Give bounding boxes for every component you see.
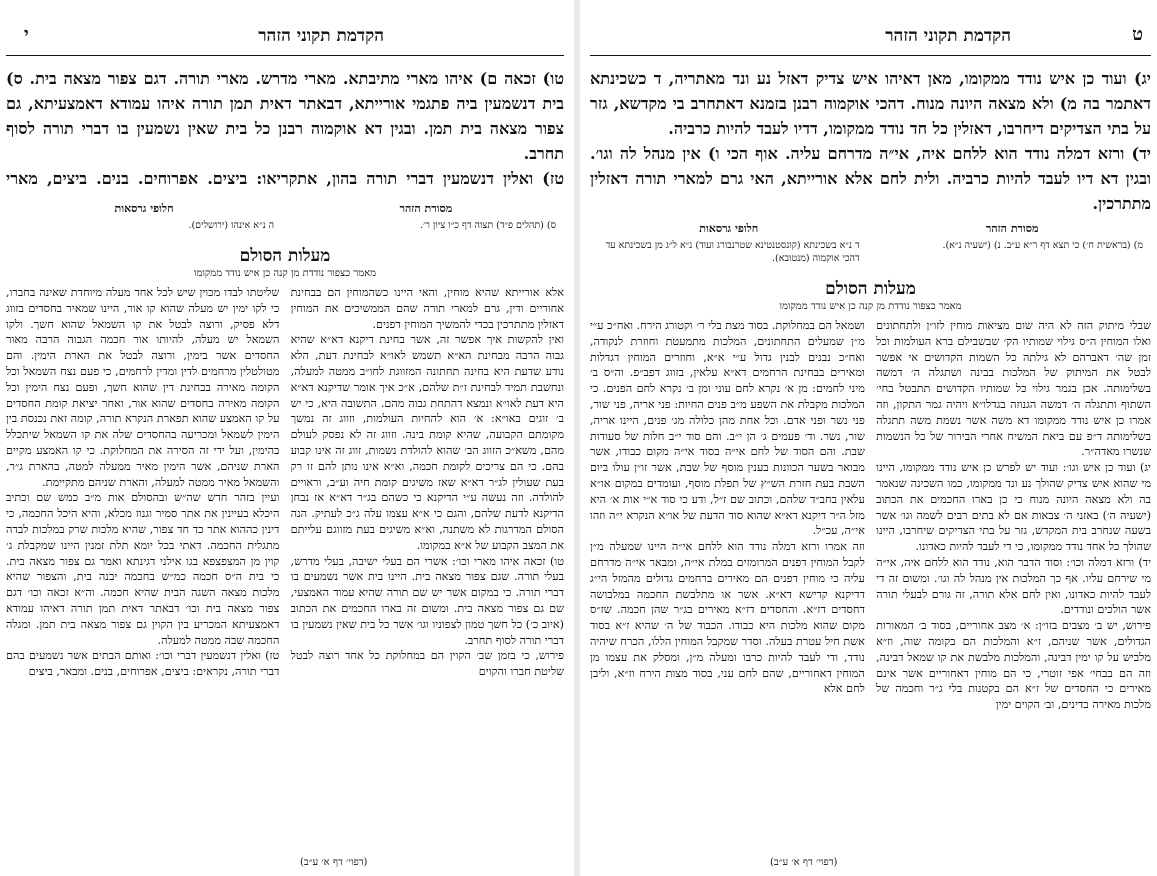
right-zohar-paragraph: יג) ועוד כן איש נודד ממקומו, מאן דאיהו איש צדיק דאזל נע ונד מאתריה, ד כשכינתא דאתמר בה מ) ולא מצאה היונה מנוח. דהכי אוקמוה רבנן בזמנא דאתחרב בי מקדשא, גזר על בתי הצדיקים דיחרבו, דאזלין כל חד נודד ממקומו, דדיו לעבד להיות כרביה. (590, 69, 1151, 138)
commentary-paragraph: ושמאל הם במחלוקת. בסוד מצת בלי ר׳ וקטורג הירח. ואח״כ ע״י מ״ן שמעלים התחתונים, המלכות מתמעטת וחוזרת לנקודה, ואח״כ נבנים לבנין גדול ע״י א״א, וחוזרים המוחין דגדלות ומאירים בבחינת הרחמים דא״א עלאין, בזווג דפב״פ. וה״ס ב׳ מיני לחמים: מן א׳ נקרא לחם עוני ומן ב׳ נקרא לחם הפנים. כי המלכות מקבלת את השפע מ״ב פנים החיות: פני אריה, פני שור, פני נשר ופני אדם. וכל אחת מהן כלולה מג׳ פנים, היינו אריה, שור, נשר. וד׳ פעמים ג׳ הן י״ב. והם סוד י״ב חלות של סעודות שבת. והם הסוד של לחם אי״ה בסוד אי״ה מקום כבודו, אשר מבואר בשער הכוונות בענין מוסף של שבת, אשר זו״ן עולו ביום השבת בעת חזרת הש״ץ של תפלת מוסף, ועומדים במקום או״א עלאין בחב״ד שלהם, וכתוב שם ז״ל, ודע כי סוד א״י אות א׳ היא מזל ה״ר דיקנא דא״א שהוא סוד הדעת של או״א הנקרא י״ה וזהו אי״ה, עכ״ל. (590, 319, 865, 538)
commentary-paragraph: ואין להקשות איך אפשר זה, אשר בחינת דיקנא דא״א שהיא גבוה הרבה מבחינת הא״א תשמש לאו״א לבחינת דעת, הלא נודע שדעת היא בחינה תחתונה המזווגת לחו״ב ממטה למעלה, ונחשבת תמיד לבחינת ז״ת שלהם, א״כ איך אומר שדיקנא דא״א היא דעת לאו״א ונמצא דהתחת גבוה מהם. התשובה היא, כי יש ב׳ זוגים באו״א: א׳ הוא להחיות העולמות, וזווג זה נמשך מקומתם הקבועה, שהיא קומת בינה. וזווג זה לא נפסק לעולם מהם, משא״כ הזווג הב׳ שהוא להולדת נשמות, זווג זה אינו קבוע בהם. כי הם צריכים לקומת חכמה, וא״א אינו נותן להם זו רק בעת שעולין לג״ר דא״א שאז משיגים קומת חיה וע״ב, וראויים להולדה. וזה נעשה ע״י הדיקנא כי כשהם בג״ר דא״א אז נבחן הדיקנא לדעת שלהם, והגם כי א״א עצמו עלה ג״כ לעתיק. הנה הסולם המדרגות לא משתנה, וא״א משיגים בעת מזווגם עלייתם את המצב הקבוע של א״א במקומו. (290, 333, 564, 552)
left-zohar-text (6, 66, 564, 194)
sulam-title: מעלות הסולם (239, 246, 331, 266)
left-zohar-paragraph: טו) זכאה ם) איהו מארי מתיבתא. מארי מדרש. מארי תורה. דגם צפור מצאה בית. ס) בית דנשמעין ביה פתגמי אורייתא, דבאתר דאית תמן תורה איהו עמודא דאמצעיתא, גם צפור מצאה בית תמן. ובגין דא אוקמוה רבנן כל בית שאין נשמעין בו דברי תורה לסוף תחרב. (6, 69, 564, 163)
left-zohar-paragraph: טז) ואלין דנשמעין דברי תורה בהון, אתקריאו: ביצים. אפרוחים. בנים. ביצים, מארי (6, 169, 564, 188)
commentary-paragraph: טז) ואלין דנשמעין דברי וכו׳: ואותם הבתים אשר נשמעים בהם דברי תורה, נקראים: ביצים, אפרוחים, בנים. ומבאר, ביצים (6, 649, 280, 679)
sulam-subtitle: מאמר כצפור נודדת מן קנה כן איש נודד ממקומו (779, 301, 962, 312)
left-page-footer: (דפוי׳ דף א׳ ע״ב) (300, 857, 368, 868)
right-commentary-right-column (876, 318, 1151, 836)
masoret-heading: מסורת הזהר (399, 202, 453, 215)
right-page (580, 0, 1157, 876)
left-commentary-columns (6, 285, 564, 839)
girsaot-heading: חלופי גרסאות (114, 202, 174, 215)
right-girsaot-notes (598, 222, 860, 265)
right-notes (590, 222, 1151, 265)
right-zohar-text (590, 66, 1151, 214)
left-page-number: י (24, 24, 29, 45)
commentary-paragraph: פירוש, יש ב׳ מצבים בזו״ן: א׳ מצב אחוריים, בסוד ב׳ המאורות הגדולים, אשר שניהם, ז״א והמלכות הם בקומה שוה, וז״א מלביש על קו ימין דבינה, והמלכות מלבשת את קו שמאל דבינה, וזה הם בבחי׳ אפי זוטרי, כי הם מוחין דאחוריים אשר אינם מאירים כי החסדים של ז״א הם בקטנות בלי ג״ר וחכמה של מלכות מאירה בדינים, וב׳ הקוים ימין (876, 619, 1151, 712)
commentary-paragraph: טו) זכאה איהו מארי וכו׳: אשרי הם בעלי ישיבה, בעלי מדרש, בעלי תורה. שגם צפור מצאה בית. היינו בית אשר נשמעים בו דברי תורה. כי במקום אשר יש שם תורה שהיא עמוד האמצעי, שם גם צפור מצאה בית. ומשום זה בארו החכמים את הכתוב (איוב כ׳) כל חשך טמון לצפוניו וגו׳ אשר כל בית שאין נשמעין בו דברי תורה לסוף תחרב. (290, 554, 564, 647)
sulam-title: מעלות הסולם (825, 279, 916, 299)
right-header-title: הקדמת תקוני הזהר (885, 26, 1011, 46)
commentary-paragraph: אלא אורייתא שהיא מוחין, והאי היינו כשהמוחין הם בבחינת אחוריים ודין, גרם למארי תורה שהם הממשיכים את המוחין דאזלין מתתרכין בכדי להמשיך המוחין דפנים. (290, 286, 564, 331)
masoret-body: מ) (בראשית ח׳) כי תצא דף ר״א ע״ב. נ) (ישעיה נ״א). (942, 240, 1143, 251)
right-commentary-left-column (590, 318, 865, 836)
left-notes (6, 202, 564, 232)
right-running-header (590, 22, 1151, 56)
commentary-paragraph: ועיין בזהר חדש שה״ש ובהסולם אות מ״ב כמש שם וכתיב היכלא בעיינין את אתר סמיר וגנוז מכלא, והיא היכל החכמה, כי דינין כההוא אתר כד חד צפור, שהיא מלכות שרק במלכות לבדה מתגלית החכמה. דאתי בכל יומא תלת זמנין היינו שמקבלת ג׳ קוין מן המצפצפא בגו אילני דגינתא ואמר גם צפור מצאה בית. כי בית ה״ס חכמה כמ״ש בחכמה יבנה בית, והצפור שהיא מלכות מצאה השגה הבית שהיא חכמה. וה״א זכאה וכו׳ דגם צפור מצאה בית וכו׳ דבאתר דאית תמן תורה דאיהו עמודא דאמצעיתא המכריע בין הקוין גם צפור מצאה בית תמן. ומגלה החכמה שבה ממטה למעלה. (6, 491, 280, 647)
left-commentary-right-column (291, 285, 564, 839)
left-page (0, 0, 574, 876)
left-sulam-heading (6, 246, 564, 279)
commentary-paragraph: יג) ועוד כן איש וגו׳: ועוד יש לפרש כן איש נודד ממקומו, היינו מי שהוא איש צדיק שהולך נע ונד ממקומו, כמו השכינה שנאמר בה ולא מצאה היונה מנוח כי כן בארו החכמים את הכתוב (ישעיה ה׳) באזני ה׳ צבאות אם לא בתים רבים לשמה וגו׳ אשר בשעה שנחרב בית המקדש, גזר על בתי הצדיקים שיחרבו, היינו שהולך כל אחד נודד ממקומו, כי די לעבד להיות כאדונו. (876, 461, 1151, 554)
commentary-paragraph: וזה אמרו ורזא דמלה נודד הוא ללחם אי״ה היינו שמעלה מ״ן לקבל המוחין דפנים המרומזים במלת אי״ה, ומבאר אי״ה מדרחם עליה כי מוחין דפנים הם מאירים ברחמים גדולים מהמזל הי״ג דדיקנא קדישא דא״א. אשר או מתלבשת החכמה במלבושה דחסדים דז״א. והחסדים דז״א מאירים בג״ר שהן חכמה. שז״ס מקום שהוא מלכות היא כבודו. הכבוד של ה׳ שהיא ז״א בסוד אשת חיל עטרת בעלה. וסדר שמקבל המוחין הללו, הכרח שיהיה נודד, ודי לעבד להיות כרבו ומעלה מ״ן, ומסלק את עצמו מן המוחין דאחוריים, שהם לחם עני, בסוד מצות הירח וז״א, וליבן לחם אלא (590, 540, 865, 696)
right-commentary-columns (590, 318, 1151, 836)
masoret-body: ס) (תהלים פ״ד) תצוה דף כ״ו ציון ר׳. (420, 220, 556, 231)
sulam-subtitle: מאמר כצפור נודדת מן קנה כן איש נודד ממקומו (193, 268, 377, 279)
commentary-paragraph: יד) ורזא דמלה וכו׳: וסוד הדבר הוא, נודד הוא ללחם איה, אי״ה מי שירחם עליו. אף כך המלכות אין מנהל לה וגו׳. ומשום זה די לעבד להיות כאדונו, ואין לחם אלא תורה, זה גורם לבעלי תורה אשר הולכים ונודדים. (876, 555, 1151, 617)
commentary-paragraph: שבלי מיתוק הזה לא היה שום מציאות מוחין לזו״ן ולתחתונים ואלו המוחין ה״ס גילוי שמותיו הק׳ שבשבילם ברא העולמות וכל זמן שה׳ דאברהם לא גילתה כל השמות הקדושים אי אפשר לבטל את המיתוק של המלכות בבינה ושתגלה ה׳ דמשה בשלימותה. אכן בגמר גילוי כל שמותיו הקדושים תתבטל בחי׳ השתוף ותתגלה ה׳ דמשה הגנוזה בגדלו״א ויהיה גמר התקון, וזה אמרו כן איש נודד ממקומו דא משה אשר נשמת משה תתגלה בשלימותה ד״פ עם ביאת המשיח אחרי הבירור של כל הנשמות שנשרו מאדה״ר. (876, 319, 1151, 459)
right-page-number: ט (1132, 24, 1143, 45)
girsaot-heading: חלופי גרסאות (699, 222, 759, 235)
right-sulam-heading (590, 279, 1151, 312)
left-header-title: הקדמת תקוני הזהר (258, 26, 384, 46)
masoret-heading: מסורת הזהר (985, 222, 1039, 235)
left-masoret-notes (296, 202, 556, 232)
left-running-header (6, 22, 564, 56)
commentary-paragraph: שליטתו לבדו מכוין שיש לכל אחד מעלה מיוחדת שאינה בחברו, כי לקו ימין יש מעלה שהוא קו אור, היינו שמאיר בחסדים בזווג דלא פסיק, ורוצה לבטל את קו השמאל שהוא חשך. ולקו השמאל יש מעלה, להיותו אור חכמה הגבוה הרבה מאור החסדים אשר בימין, ורוצה לבטל את הארת הימין. והם מטולטלין מרחמים לדין ומדין לרחמים, כי פעם נצח השמאל וכל הקומה מאירה בבחינת דין שהוא חשך, ופעם נצח הימין וכל הקומה מאירה בחסדים שהוא אור, ואחר יציאת קומת החסדים על קו האמצע שהוא תפארת הנקרא תורה, קומה זאת נכנסת בין הימין לשמאל ומכריעה בהחסדים שלה את קו השמאל שיתכלל בהימין, ועל ידי זה הסירה את המחלוקת. כי קו האמצע מקיים הארת שניהם, אשר הימין מאיר ממעלה למטה, בהארת ג״ר, והשמאל מאיר ממטה למעלה, והארת שניהם מתקיימת. (6, 286, 280, 489)
girsaot-body: ד נ״א בשכינתא (קונסטנטינא שטרנבורג ועוד) נ״א ל״ג מן בשכינתא עד דהכי אוקמוה (מנטובא). (605, 240, 860, 264)
girsaot-body: ה נ״א אינהו (ירושלים). (188, 220, 275, 231)
right-masoret-notes (881, 222, 1143, 265)
left-girsaot-notes (14, 202, 274, 232)
right-zohar-paragraph: יד) ורזא דמלה נודד הוא ללחם איה, אי״ה מדרחם עליה. אוף הכי ו) אין מנהל לה וגו׳. ובגין דא דיו לעבד להיות כרביה. ולית לחם אלא אורייתא, האי גרם למארי תורה דאזלין מתתרכין. (590, 144, 1151, 213)
left-commentary-left-column (6, 285, 279, 839)
right-page-footer: (דפוי׳ דף א׳ ע״ב) (770, 857, 838, 868)
commentary-paragraph: פירוש, כי בזמן שב׳ הקוין הם במחלוקת כל אחד רוצה לבטל שליטת חברו והקוים (290, 649, 564, 679)
